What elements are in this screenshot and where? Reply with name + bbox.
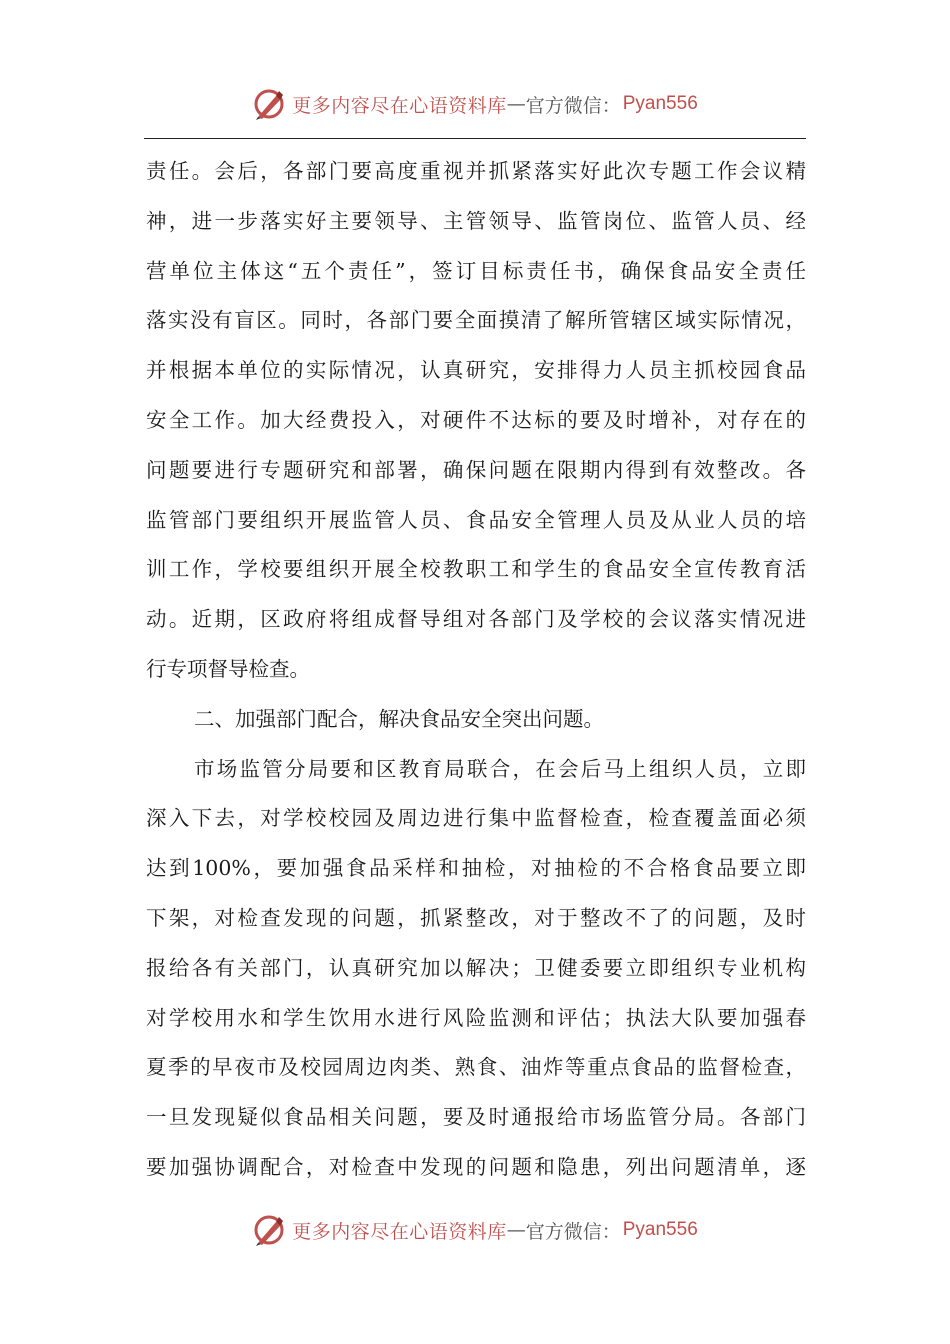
header-divider: [144, 138, 806, 139]
document-body: [146, 147, 806, 1193]
header-wechat-label: 官方微信：: [525, 94, 621, 117]
body-line-9: 训工作，学校要组织开展全校教职工和学生的食品安全宣传教育活: [146, 557, 806, 582]
footer-wechat-label: 官方微信：: [525, 1220, 621, 1243]
body-line-19: 夏季的早夜市及校园周边肉类、熟食、油炸等重点食品的监督检查，: [146, 1055, 806, 1080]
body-line-20: 一旦发现疑似食品相关问题，要及时通报给市场监管分局。各部门: [146, 1105, 806, 1130]
body-line-8: 监管部门要组织开展监管人员、食品安全管理人员及从业人员的培: [146, 507, 806, 532]
body-line-16: 下架，对检查发现的问题，抓紧整改，对于整改不了的问题，及时: [146, 905, 806, 930]
footer-site-text: 更多内容尽在心语资料库: [292, 1220, 507, 1243]
body-line-18: 对学校用水和学生饮用水进行风险监测和评估；执法大队要加强春: [146, 1005, 806, 1030]
footer-wechat-id: Pyan556: [622, 1219, 698, 1240]
header-wechat-id: Pyan556: [622, 93, 698, 114]
header-separator: —: [506, 93, 526, 115]
footer-banner: [0, 1210, 950, 1250]
body-line-14: 深入下去，对学校校园及周边进行集中监督检查，检查覆盖面必须: [146, 806, 806, 831]
body-line-5: 并根据本单位的实际情况，认真研究，安排得力人员主抓校园食品: [146, 358, 806, 383]
pen-logo-icon: [252, 1213, 286, 1247]
body-line-17: 报给各有关部门，认真研究加以解决；卫健委要立即组织专业机构: [146, 955, 806, 980]
body-line-11: 行专项督导检查。: [146, 656, 310, 681]
body-line-7: 问题要进行专题研究和部署，确保问题在限期内得到有效整改。各: [146, 457, 806, 482]
header-banner: [0, 84, 950, 124]
body-line-4: 落实没有盲区。同时，各部门要全面摸清了解所管辖区域实际情况，: [146, 308, 806, 333]
body-line-2: 神，进一步落实好主要领导、主管领导、监管岗位、监管人员、经: [146, 208, 806, 233]
body-line-21: 要加强协调配合，对检查中发现的问题和隐患，列出问题清单，逐: [146, 1154, 806, 1179]
body-line-6: 安全工作。加大经费投入，对硬件不达标的要及时增补，对存在的: [146, 407, 806, 432]
body-line-13: 市场监管分局要和区教育局联合，在会后马上组织人员，立即: [194, 756, 806, 781]
header-site-text: 更多内容尽在心语资料库: [292, 94, 507, 117]
body-line-3: 营单位主体这“五个责任”，签订目标责任书，确保食品安全责任: [146, 258, 806, 283]
body-line-1: 责任。会后，各部门要高度重视并抓紧落实好此次专题工作会议精: [146, 159, 806, 183]
body-line-10: 动。近期，区政府将组成督导组对各部门及学校的会议落实情况进: [146, 607, 806, 632]
footer-separator: —: [506, 1219, 526, 1241]
pen-logo-icon: [252, 87, 286, 121]
body-line-15: 达到100%，要加强食品采样和抽检，对抽检的不合格食品要立即: [146, 856, 806, 881]
section-heading: 二、加强部门配合，解决食品安全突出问题。: [194, 706, 604, 731]
